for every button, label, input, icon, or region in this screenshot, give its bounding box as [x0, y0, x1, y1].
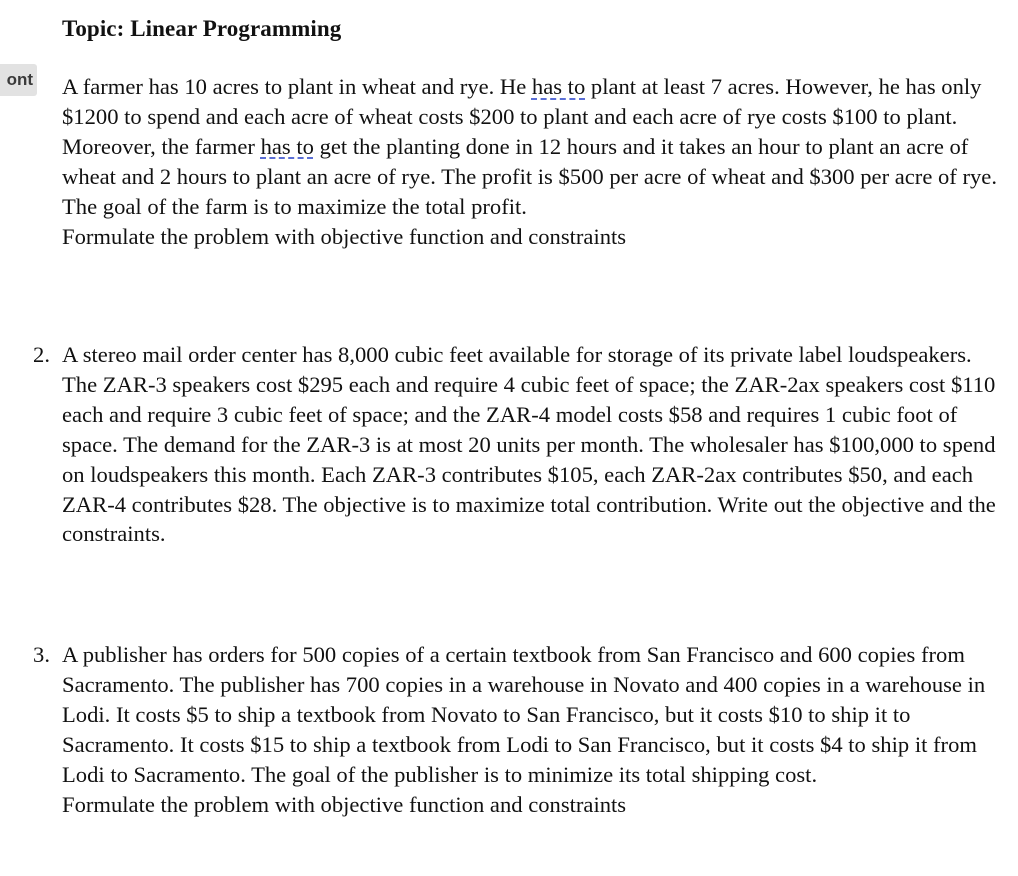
problem-3	[33, 640, 1007, 819]
problem-3-instruction: Formulate the problem with objective function and constraints	[62, 791, 627, 817]
problem-1-text-part: plant at least 7 acres. However, he has only $1200 to spend and each acre of wheat costs $200 to plant and each acre of rye costs $100 to plant. Moreover, the farmer	[62, 74, 982, 159]
problem-1-text-part: get the planting done in 12 hours and it takes an hour to plant an acre of wheat and 2 hours to plant an acre of rye. The profit is $500 per acre of wheat and $300 per acre of rye. The goal of the farm is to maximize the total profit.	[62, 133, 997, 219]
problem-2	[33, 340, 1007, 549]
page-title: Topic: Linear Programming	[62, 16, 342, 41]
spellcheck-flag[interactable]: has to	[531, 74, 586, 99]
problem-1-text-part: A farmer has 10 acres to plant in wheat and rye. He	[62, 74, 532, 99]
problem-1	[62, 72, 1007, 251]
side-tab[interactable]: ont	[0, 64, 37, 96]
list-number: 2.	[33, 342, 50, 367]
problem-2-text: A stereo mail order center has 8,000 cubic feet available for storage of its private label loudspeakers. The ZAR-3 speakers cost $295 each and require 4 cubic feet of space; the ZAR-2ax speakers cost $110 each and require 3 cubic feet of space; and the ZAR-4 model costs $58 and requires 1 cubic foot of space. The demand for the ZAR-3 is at most 20 units per month. The wholesaler has $100,000 to spend on loudspeakers this month. Each ZAR-3 contributes $105, each ZAR-2ax contributes $50, and each ZAR-4 contributes $28. The objective is to maximize total contribution. Write out the objective and the constraints.	[62, 342, 996, 547]
problem-3-text: A publisher has orders for 500 copies of a certain textbook from San Francisco and 600 copies from Sacramento. The publisher has 700 copies in a warehouse in Novato and 400 copies in a warehouse in Lodi. It costs $5 to ship a textbook from Novato to San Francisco, but it costs $10 to ship it to Sacramento. It costs $15 to ship a textbook from Lodi to San Francisco, but it costs $4 to ship it from Lodi to Sacramento. The goal of the publisher is to minimize its total shipping cost.	[62, 642, 986, 787]
list-number: 3.	[33, 642, 50, 667]
problem-1-text	[62, 72, 1007, 222]
problem-1-instruction: Formulate the problem with objective function and constraints	[62, 223, 627, 249]
spellcheck-flag[interactable]: has to	[260, 133, 314, 159]
